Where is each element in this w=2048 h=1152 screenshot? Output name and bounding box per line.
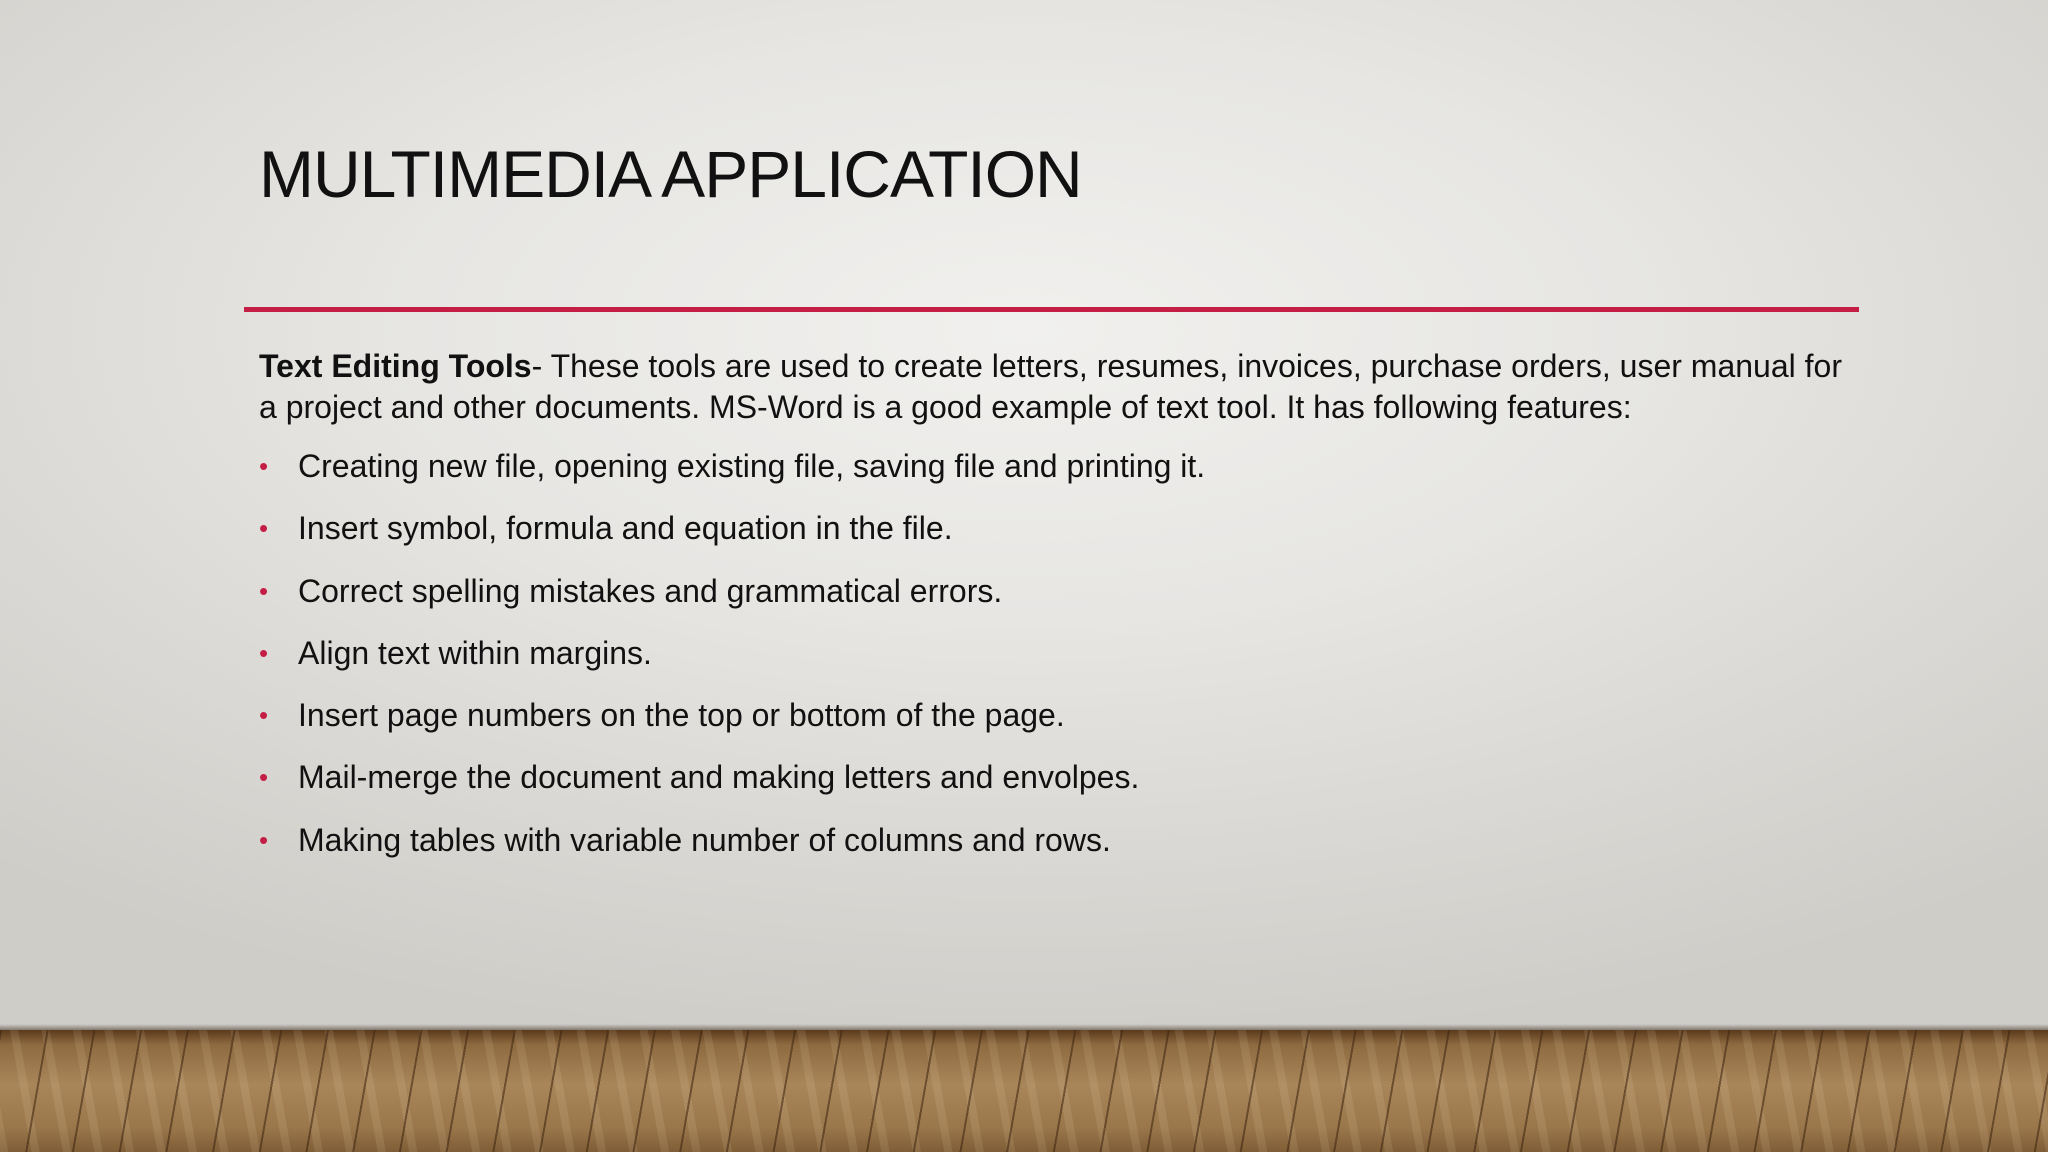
list-item <box>259 757 1842 819</box>
bullet-icon: • <box>259 824 269 855</box>
slide-title: MULTIMEDIA APPLICATION <box>259 137 1082 211</box>
list-item <box>259 508 1842 570</box>
list-item <box>259 820 1842 882</box>
feature-list <box>259 446 1842 882</box>
intro-term: Text Editing Tools <box>259 348 532 384</box>
bullet-icon: • <box>259 700 269 731</box>
list-item-text: Insert page numbers on the top or bottom of the page. <box>298 697 1065 734</box>
list-item <box>259 695 1842 757</box>
bullet-icon: • <box>259 637 269 668</box>
list-item-text: Insert symbol, formula and equation in the file. <box>298 510 953 547</box>
list-item-text: Mail-merge the document and making letters and envolpes. <box>298 759 1140 796</box>
title-divider <box>244 307 1859 312</box>
bullet-icon: • <box>259 451 269 481</box>
intro-paragraph <box>259 346 1842 428</box>
wood-floor-background <box>0 1030 2048 1152</box>
list-item-text: Creating new file, opening existing file, saving file and printing it. <box>298 448 1206 484</box>
bullet-icon: • <box>259 762 269 793</box>
bullet-icon: • <box>259 575 269 606</box>
intro-text: - These tools are used to create letters, resumes, invoices, purchase orders, user manual for a project and other documents. MS-Word is a good example of text tool. It has following features: <box>259 348 1843 425</box>
slide-body <box>259 346 1842 882</box>
list-item <box>259 633 1842 695</box>
list-item-text: Correct spelling mistakes and grammatical errors. <box>298 572 1003 609</box>
list-item-text: Align text within margins. <box>298 634 652 671</box>
list-item-text: Making tables with variable number of columns and rows. <box>298 821 1111 858</box>
list-item <box>259 446 1842 508</box>
list-item <box>259 571 1842 633</box>
bullet-icon: • <box>259 513 269 544</box>
